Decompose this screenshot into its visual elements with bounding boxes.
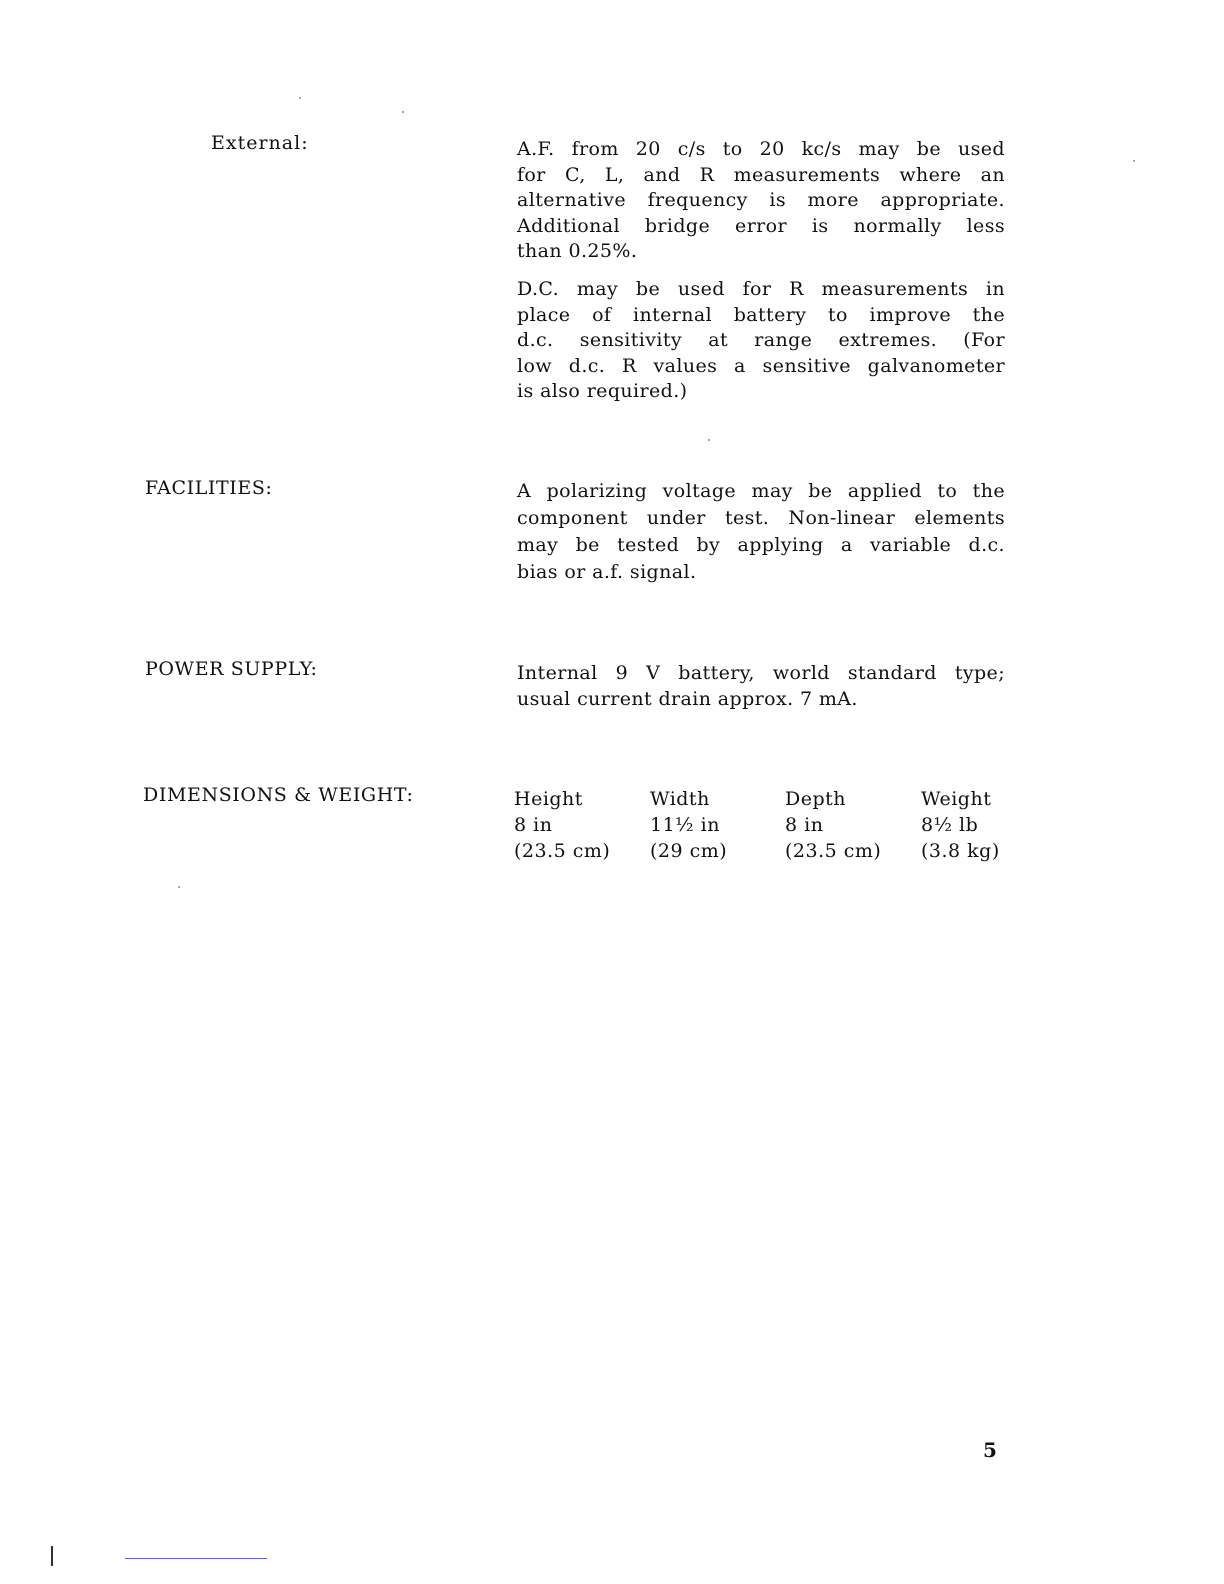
- external-dc-line: place of internal battery to improve the: [517, 303, 1005, 326]
- facilities-line: may be tested by applying a variable d.c.: [517, 534, 1005, 556]
- dimension-header: Weight: [921, 788, 992, 810]
- facilities-line: A polarizing voltage may be applied to the: [517, 480, 1005, 502]
- dimension-imperial-value: 11½ in: [650, 814, 720, 836]
- power-supply-paragraph: [517, 661, 1005, 712]
- scan-speck: [1133, 160, 1135, 162]
- external-dc-line: d.c. sensitivity at range extremes. (For: [517, 329, 1005, 351]
- scan-speck: [402, 111, 404, 113]
- facilities-line: bias or a.f. signal.: [517, 561, 697, 583]
- dimension-metric-value: (3.8 kg): [921, 840, 1000, 862]
- dimension-metric-value: (23.5 cm): [514, 840, 611, 862]
- external-dc-line: D.C. may be used for R measurements in: [517, 278, 1005, 300]
- dimension-column-width: [650, 786, 727, 864]
- dimension-column-weight: [921, 786, 1000, 864]
- dimensions-label: DIMENSIONS & WEIGHT:: [143, 784, 414, 806]
- external-dc-line: low d.c. R values a sensitive galvanometer: [517, 354, 1005, 377]
- facilities-line: component under test. Non-linear elements: [517, 507, 1005, 529]
- dimensions-table: [514, 786, 1014, 876]
- external-af-paragraph: [517, 137, 1005, 265]
- scan-edge-mark: [51, 1546, 53, 1566]
- power-supply-line: usual current drain approx. 7 mA.: [517, 687, 858, 710]
- dimension-column-height: [514, 786, 610, 864]
- dimension-column-depth: [785, 786, 881, 864]
- external-af-line: A.F. from 20 c/s to 20 kc/s may be used: [517, 138, 1005, 160]
- external-af-line: for C, L, and R measurements where an: [517, 163, 1005, 186]
- external-label: External:: [211, 132, 309, 154]
- dimension-header: Depth: [785, 788, 847, 810]
- facilities-label: FACILITIES:: [145, 477, 273, 499]
- dimension-imperial-value: 8 in: [785, 814, 824, 836]
- scan-blue-rule: [125, 1558, 267, 1559]
- external-dc-paragraph: [517, 277, 1005, 405]
- dimension-imperial-value: 8½ lb: [921, 814, 979, 836]
- power-supply-line: Internal 9 V battery, world standard type;: [517, 662, 1005, 684]
- external-af-line: than 0.25%.: [517, 240, 638, 262]
- facilities-paragraph: [517, 478, 1005, 586]
- dimension-header: Width: [650, 788, 710, 810]
- external-af-line: Additional bridge error is normally less: [517, 214, 1005, 237]
- dimension-header: Height: [514, 788, 583, 810]
- external-dc-line: is also required.): [517, 380, 688, 402]
- scan-speck: [299, 97, 301, 99]
- dimension-metric-value: (29 cm): [650, 840, 728, 862]
- dimension-imperial-value: 8 in: [514, 814, 553, 836]
- external-af-line: alternative frequency is more appropriate.: [517, 189, 1005, 211]
- scan-speck: [178, 886, 180, 888]
- page-number: 5: [983, 1438, 997, 1462]
- dimension-metric-value: (23.5 cm): [785, 840, 882, 862]
- scan-speck: [708, 439, 710, 441]
- power-supply-label: POWER SUPPLY:: [145, 658, 318, 680]
